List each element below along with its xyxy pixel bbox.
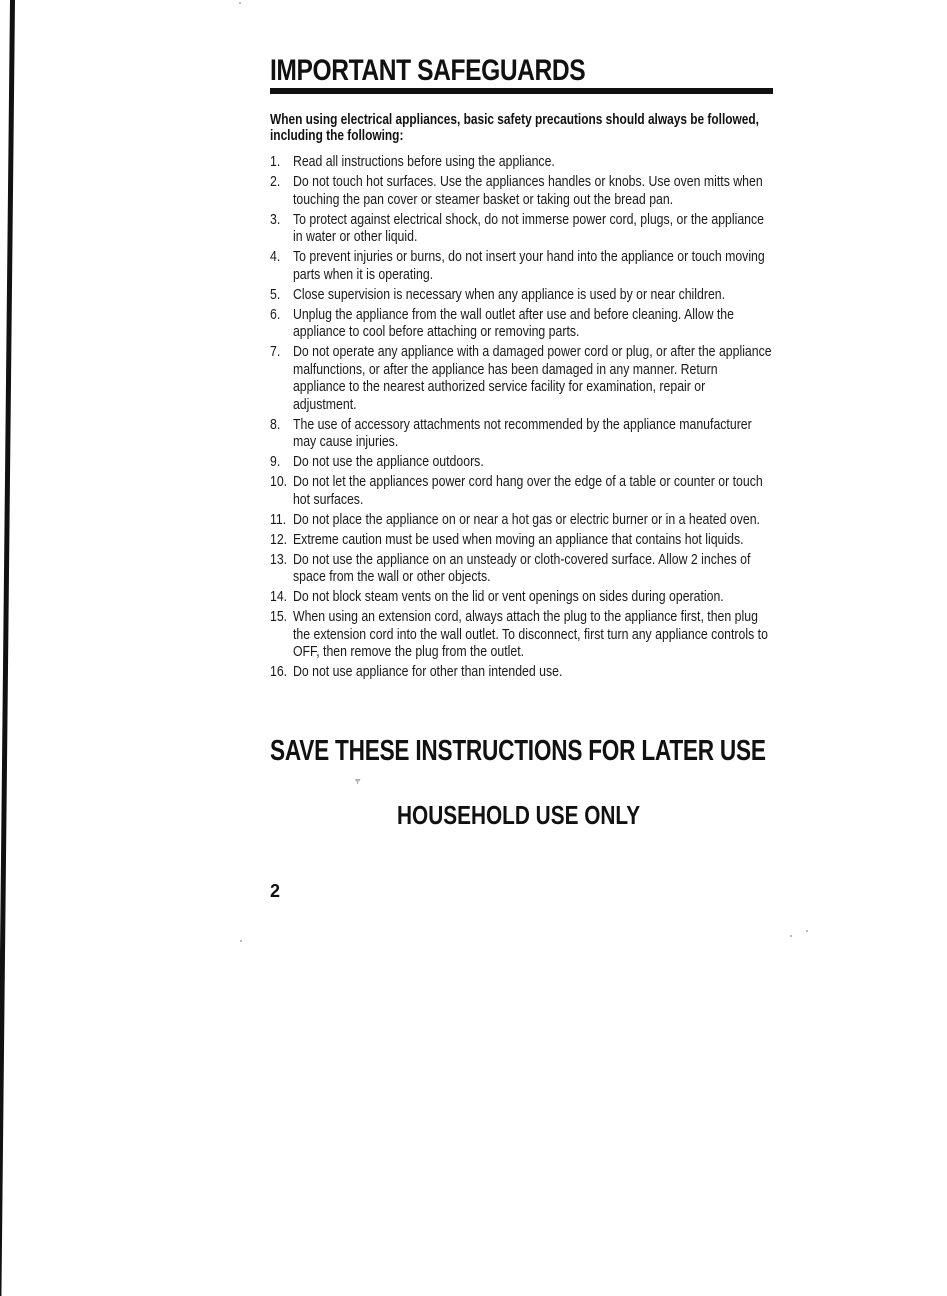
scan-speck (240, 940, 242, 942)
item-text: Do not use the appliance outdoors. (292, 453, 484, 470)
item-text: Read all instructions before using the appliance. (292, 153, 555, 170)
item-number: 1. (270, 153, 281, 170)
scan-speck (806, 930, 808, 932)
item-number: 14. (270, 588, 288, 605)
item-text: Extreme caution must be used when moving an appliance that contains hot liquids. (292, 530, 744, 548)
list-item (270, 551, 772, 586)
scan-binding-edge (0, 0, 15, 1296)
list-item (270, 531, 772, 549)
item-text: Do not use appliance for other than intended use. (292, 663, 563, 680)
item-number: 12. (270, 530, 288, 548)
safeguards-list (270, 153, 772, 683)
list-item (270, 286, 772, 304)
item-text: When using an extension cord, always attach the plug to the appliance first, then plug the extension cord into the wall outlet. To disconnect, first turn any appliance controls to OFF, then remove the plug from the outlet. (292, 608, 768, 660)
list-item (270, 511, 772, 529)
list-item (270, 343, 772, 413)
page-title: IMPORTANT SAFEGUARDS (270, 54, 586, 87)
item-text: To prevent injuries or burns, do not insert your hand into the appliance or touch moving parts when it is operating. (292, 248, 765, 283)
scan-speck (790, 935, 792, 937)
page-number: 2 (270, 881, 281, 901)
list-item (270, 473, 772, 508)
title-rule (270, 88, 773, 94)
item-text: Unplug the appliance from the wall outlet after use and before cleaning. Allow the appliance to cool before attaching or removing parts. (292, 305, 734, 340)
item-number: 5. (270, 285, 281, 303)
item-number: 4. (270, 248, 281, 265)
item-number: 13. (270, 550, 288, 568)
scan-speck (239, 2, 241, 4)
manual-page (270, 54, 775, 901)
item-text: Do not use the appliance on an unsteady or cloth-covered surface. Allow 2 inches of space from the wall or other objects. (292, 550, 751, 585)
list-item (270, 248, 772, 283)
household-use-heading: HOUSEHOLD USE ONLY (397, 800, 641, 830)
item-number: 10. (270, 473, 288, 490)
item-number: 2. (270, 173, 281, 190)
item-number: 3. (270, 210, 281, 228)
item-number: 16. (270, 663, 288, 680)
list-item (270, 416, 772, 451)
item-text: To protect against electrical shock, do not immerse power cord, plugs, or the appliance in water or other liquid. (292, 210, 765, 245)
save-instructions-heading: SAVE THESE INSTRUCTIONS FOR LATER USE (270, 735, 766, 767)
item-number: 9. (270, 453, 281, 470)
list-item (270, 211, 772, 246)
item-number: 11. (270, 510, 287, 528)
item-number: 6. (270, 305, 281, 323)
item-text: Do not place the appliance on or near a hot gas or electric burner or in a heated oven. (292, 510, 760, 528)
list-item (270, 588, 772, 606)
item-number: 15. (270, 608, 288, 625)
list-item (270, 173, 772, 208)
item-text: Do not operate any appliance with a damaged power cord or plug, or after the appliance malfunctions, or after the appliance has been damaged in any manner. Return appliance to the nearest authorized service facility for examination, repair or adjustment. (292, 343, 772, 413)
list-item (270, 453, 772, 471)
intro-paragraph: When using electrical appliances, basic safety precautions should always be followed, including the following: (270, 112, 759, 144)
list-item (270, 608, 772, 661)
list-item (270, 306, 772, 341)
item-text: Do not block steam vents on the lid or vent openings on sides during operation. (292, 588, 724, 605)
item-text: Close supervision is necessary when any appliance is used by or near children. (292, 285, 726, 303)
item-text: The use of accessory attachments not recommended by the appliance manufacturer may cause injuries. (292, 415, 752, 450)
list-item (270, 153, 772, 171)
item-number: 8. (270, 415, 281, 433)
list-item (270, 663, 772, 681)
item-text: Do not let the appliances power cord hang over the edge of a table or counter or touch hot surfaces. (292, 473, 763, 508)
scan-artifact-mark: ⫧ (355, 776, 361, 787)
item-number: 7. (270, 343, 281, 360)
item-text: Do not touch hot surfaces. Use the appliances handles or knobs. Use oven mitts when touching the pan cover or steamer basket or taking out the bread pan. (292, 173, 763, 208)
